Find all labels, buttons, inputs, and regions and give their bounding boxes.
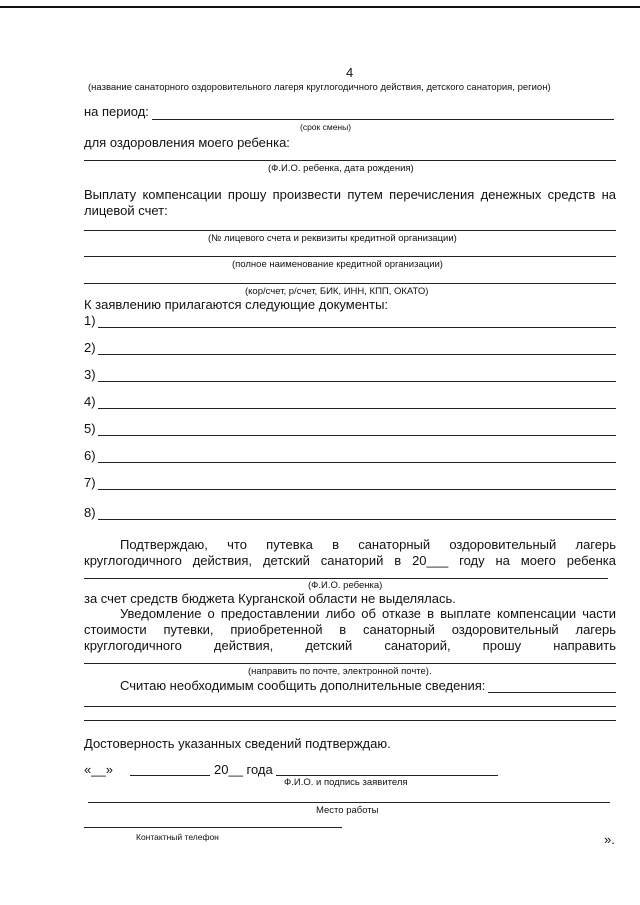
- doc-field-8[interactable]: [98, 519, 616, 520]
- date-day: «__»: [84, 762, 113, 777]
- confirm-line-2: круглогодичного действия, детский санаторий в 20___ году на моего ребенка: [84, 553, 616, 568]
- doc-item-1: 1): [84, 313, 96, 328]
- work-caption: Место работы: [316, 805, 379, 816]
- doc-item-7: 7): [84, 475, 96, 490]
- docs-heading: К заявлению прилагаются следующие документы:: [84, 297, 389, 312]
- doc-field-2[interactable]: [98, 354, 616, 355]
- notice-line-2: стоимости путевки, приобретенной в санаторный оздоровительный лагерь: [84, 622, 616, 637]
- payment-line-1: Выплату компенсации прошу произвести путем перечисления денежных средств на: [84, 187, 616, 202]
- doc-field-4[interactable]: [98, 408, 616, 409]
- doc-field-7[interactable]: [98, 489, 616, 490]
- phone-field[interactable]: [84, 827, 342, 828]
- account-caption: (№ лицевого счета и реквизиты кредитной организации): [208, 233, 457, 244]
- doc-item-5: 5): [84, 421, 96, 436]
- work-field[interactable]: [88, 802, 610, 803]
- doc-item-8: 8): [84, 505, 96, 520]
- period-field[interactable]: [152, 119, 614, 120]
- period-label: на период:: [84, 104, 149, 119]
- extra-field-1[interactable]: [488, 692, 616, 693]
- extra-field-3[interactable]: [84, 720, 616, 721]
- child-label: для оздоровления моего ребенка:: [84, 135, 290, 150]
- bank-caption: (полное наименование кредитной организации): [232, 259, 443, 270]
- camp-caption: (название санаторного оздоровительного лагеря круглогодичного действия, детского санатория, регион): [88, 82, 551, 93]
- doc-field-3[interactable]: [98, 381, 616, 382]
- notice-method-field[interactable]: [84, 663, 616, 664]
- doc-item-4: 4): [84, 394, 96, 409]
- notice-caption: (направить по почте, электронной почте).: [248, 666, 432, 677]
- account-field[interactable]: [84, 230, 616, 231]
- extra-field-2[interactable]: [84, 706, 616, 707]
- doc-field-6[interactable]: [98, 462, 616, 463]
- confirm-child-field[interactable]: [84, 578, 608, 579]
- child-field[interactable]: [84, 160, 616, 161]
- requisites-caption: (кор/счет, р/счет, БИК, ИНН, КПП, ОКАТО): [245, 286, 429, 297]
- closing-mark: ».: [604, 832, 615, 847]
- date-month-field[interactable]: [130, 775, 210, 776]
- doc-item-3: 3): [84, 367, 96, 382]
- extra-label: Считаю необходимым сообщить дополнительные сведения:: [120, 678, 486, 693]
- payment-line-2: лицевой счет:: [84, 203, 168, 218]
- requisites-field[interactable]: [84, 283, 616, 284]
- notice-line-1: Уведомление о предоставлении либо об отказе в выплате компенсации части: [120, 606, 616, 621]
- page-number: 4: [346, 65, 354, 80]
- certify-statement: Достоверность указанных сведений подтверждаю.: [84, 736, 391, 751]
- doc-field-1[interactable]: [98, 327, 616, 328]
- signature-field[interactable]: [276, 775, 498, 776]
- child-caption: (Ф.И.О. ребенка, дата рождения): [268, 163, 414, 174]
- top-rule: [0, 6, 640, 8]
- doc-item-6: 6): [84, 448, 96, 463]
- notice-line-3: круглогодичного действия, детский санаторий, прошу направить: [84, 638, 616, 653]
- confirm-child-caption: (Ф.И.О. ребенка): [308, 580, 383, 591]
- confirm-line-3: за счет средств бюджета Курганской области не выделялась.: [84, 591, 456, 606]
- doc-item-2: 2): [84, 340, 96, 355]
- doc-field-5[interactable]: [98, 435, 616, 436]
- period-caption: (срок смены): [300, 122, 352, 132]
- signature-caption: Ф.И.О. и подпись заявителя: [284, 777, 408, 788]
- phone-caption: Контактный телефон: [136, 832, 219, 842]
- confirm-line-1: Подтверждаю, что путевка в санаторный оздоровительный лагерь: [120, 537, 616, 552]
- date-year: 20__ года: [214, 762, 273, 777]
- bank-field[interactable]: [84, 256, 616, 257]
